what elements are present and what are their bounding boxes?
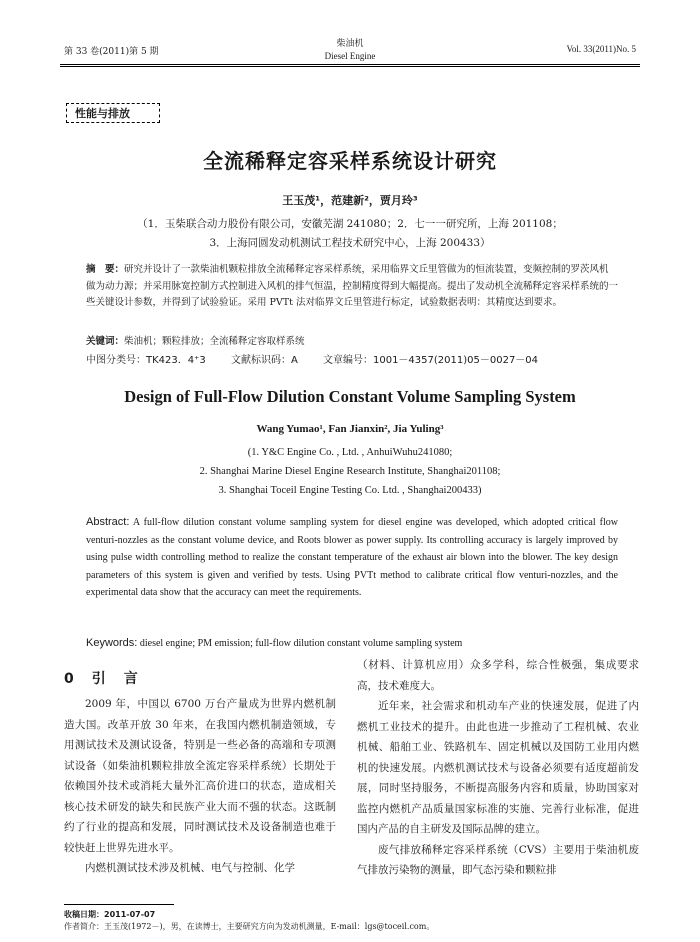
body-column-right [357, 655, 639, 881]
keywords-en-text: diesel engine; PM emission; full-flow dilution constant volume sampling system [137, 638, 463, 649]
affiliation-cn-line-2: 3．上海同圆发动机测试工程技术研究中心，上海 200433） [209, 237, 491, 249]
authors-en: Wang Yumao¹, Fan Jianxin², Jia Yuling³ [256, 423, 444, 435]
article-number: 文章编号：1001－4357(2011)05－0027－04 [322, 355, 539, 366]
body-column-left [64, 694, 336, 879]
section-heading [64, 668, 156, 688]
authors-cn: 王玉茂¹，范建新²，贾月玲³ [282, 194, 418, 207]
section-label: 性能与排放 [66, 103, 160, 123]
clc-number: 中图分类号：TK423．4⁺3 [86, 355, 206, 366]
section-title: 引言 [91, 671, 156, 687]
keywords-cn-label: 关键词： [86, 336, 125, 347]
affiliation-en-line-2: 2. Shanghai Marine Diesel Engine Research Institute, Shanghai201108; [199, 466, 501, 477]
abstract-en-label: Abstract: [86, 516, 130, 528]
journal-title-cn: 柴油机 [336, 39, 364, 49]
abstract-cn-label: 摘 要： [86, 264, 125, 275]
keywords-cn [86, 334, 618, 351]
journal-issue-right: Vol. 33(2011)No. 5 [566, 44, 636, 54]
body-paragraph: 2009 年，中国以 6700 万台产量成为世界内燃机制造大国。改革开放 30 年来，在我国内燃机制造领域，专用测试技术及测试设备，特别是一些必备的高端和专项测试设备（如柴油机颗粒排放全流定容采样系统）长期处于依赖国外技术或消耗大量外汇高价进口的状态，造成相关核心技术研发的缺失和民族产业大而不强的状态。这既制约了行业的提高和发展，同时测试技术及设备制造也难于较快赶上世界先进水平。 [64, 698, 336, 854]
abstract-cn [86, 262, 618, 312]
keywords-cn-text: 柴油机；颗粒排放；全流稀释定容取样系统 [124, 336, 305, 347]
journal-title-en: Diesel Engine [324, 51, 376, 61]
footnote-received: 收稿日期：2011-07-07 [64, 910, 156, 919]
header-rule [60, 64, 640, 65]
classification-line [86, 351, 626, 366]
footnote-author: 作者简介：王玉茂(1972－)，男，在读博士，主要研究方向为发动机测量，E-mail：lgs@toceil.com。 [64, 922, 435, 931]
keywords-en-label: Keywords: [86, 637, 138, 649]
body-paragraph: 近年来，社会需求和机动车产业的快速发展，促进了内燃机工业技术的提升。由此也进一步推动了工程机械、农业机械、船舶工业、铁路机车、固定机械以及国防工业用内燃机的快速发展。内燃机测试技术与设备必须要有适度超前发展，同时坚持服务，不断提高服务内容和质量，协助国家对监控内燃机产品质量国家标准的实施、完善行业标准，促进国内产品的自主研发及国际品牌的建立。 [357, 700, 639, 835]
abstract-cn-text: 研究并设计了一款柴油机颗粒排放全流稀释定容采样系统，采用临界文丘里管做为的恒流装置，变频控制的罗茨风机做为动力源；并采用脉宽控制方式控制进入风机的排气恒温，控制精度得到大幅提高。提出了发动机全流稀释定容采样系统的一些关键设计参数，并得到了试验验证。采用 PVTt 法对临界文丘里管进行标定，试验数据表明：其精度达到要求。 [86, 264, 619, 308]
header-rule-thin [60, 66, 640, 67]
keywords-en [86, 637, 618, 649]
body-paragraph: 内燃机测试技术涉及机械、电气与控制、化学 [85, 862, 295, 874]
abstract-en-text: A full-flow dilution constant volume sampling system for diesel engine was developed, which adopted critical flow venturi-nozzles as the constant volume device, and Roots blower as power supply. Its controlling accuracy is largely improved by using pulse width controlling method to realize the constant temperature of the exhaust air blown into the blower. The key design parameters of this system is given and verified by tests. Using PVTt method to calibrate critical flow venturi-nozzles, and the experimental data show that the accuracy can meet the requirements. [86, 517, 618, 598]
paper-title-en: Design of Full-Flow Dilution Constant Volume Sampling System [124, 387, 576, 406]
affiliation-cn-line-1: （1．玉柴联合动力股份有限公司，安徽芜湖 241080；2．七一一研究所，上海 201108； [137, 218, 563, 230]
document-code: 文献标识码：A [230, 355, 298, 366]
body-paragraph: 废气排放稀释定容采样系统（CVS）主要用于柴油机废气排放污染物的测量，即气态污染和颗粒排 [357, 843, 639, 876]
paper-title-cn: 全流稀释定容采样系统设计研究 [203, 149, 497, 173]
section-number: 0 [64, 671, 74, 687]
journal-issue-left: 第 33 卷(2011)第 5 期 [64, 47, 159, 57]
footnote-rule [64, 904, 174, 905]
affiliation-en-line-3: 3. Shanghai Toceil Engine Testing Co. Ltd. , Shanghai200433) [218, 485, 482, 496]
body-paragraph: （材料、计算机应用）众多学科，综合性极强，集成要求高，技术难度大。 [357, 659, 639, 692]
abstract-en [86, 514, 618, 602]
affiliation-en-line-1: (1. Y&C Engine Co. , Ltd. , AnhuiWuhu241080; [247, 447, 453, 458]
